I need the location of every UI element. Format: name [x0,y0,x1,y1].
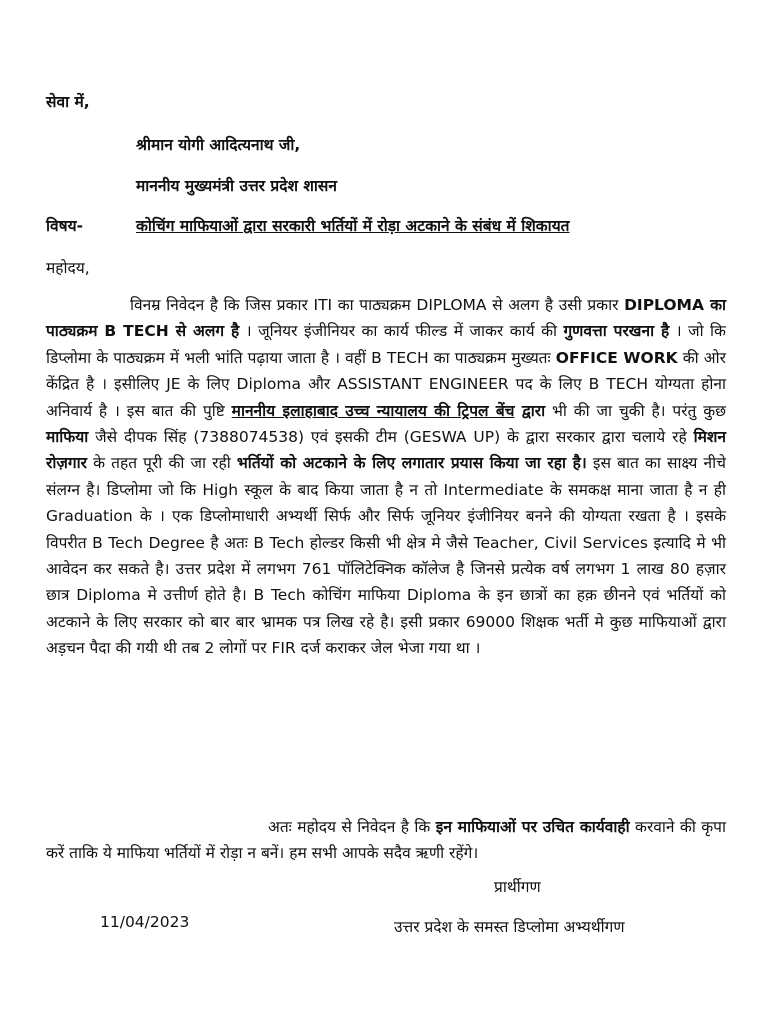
body-text: । जूनियर इंजीनियर का कार्य फील्ड में जाकर कार्य की [239,322,564,341]
signoff: प्रार्थीगण [494,878,541,896]
closing-emphasis: इन माफियाओं पर उचित कार्यवाही [435,818,630,836]
body-text: भी की जा चुकी है। परंतु कुछ [545,401,726,420]
body-text: । जो कि डिप्लोमा के पाठ्यक्रम में भली भांति पढ़ाया जाता है । वहीं B TECH का पाठ्यक्रम मुख्यतः [46,322,726,367]
subject-text: कोचिंग माफियाओं द्वारा सरकारी भर्तियों में रोड़ा अटकाने के संबंध में शिकायत [136,217,570,235]
body-emphasis: DIPLOMA का पाठ्यक्रम B TECH से अलग है [46,296,726,341]
body-emphasis: गुणवत्ता परखना है [563,322,670,341]
closing-paragraph [46,814,726,866]
court-reference: माननीय इलाहाबाद उच्च न्यायालय की ट्रिपल बेंच [231,401,515,420]
body-paragraph [46,292,726,662]
recipient-name: श्रीमान योगी आदित्यनाथ जी, [136,136,301,154]
greeting: महोदय, [46,259,90,277]
recipient-designation: माननीय मुख्यमंत्री उत्तर प्रदेश शासन [136,177,338,195]
body-emphasis: माफिया [46,428,89,447]
body-text: जैसे दीपक सिंह (7388074538) एवं इसकी टीम (GESWA UP) के द्वारा सरकार द्वारा चलाये रहे [88,428,694,447]
body-emphasis: मिशन रोज़गार [46,428,726,473]
subject-label: विषय- [46,217,84,235]
signatory: उत्तर प्रदेश के समस्त डिप्लोमा अभ्यर्थीगण [394,918,625,936]
body-text: इस बात का साक्ष्य नीचे संलग्न है। डिप्लोमा जो कि High स्कूल के बाद किया जाता है न तो Intermediate के समकक्ष माना जाता है न ही Graduation के । एक डिप्लोमाधारी अभ्यर्थी सिर्फ और सिर्फ जूनियर इंजीनियर बनने की योग्यता रखता है । इसके विपरीत B Tech Degree है अतः B Tech होल्डर किसी भी क्षेत्र मे जैसे Teacher, Civil Services इत्यादि मे भी आवेदन कर सकते है। उत्तर प्रदेश में लगभग 761 पॉलिटेक्निक कॉलेज है जिनसे प्रत्येक वर्ष लगभग 1 लाख 80 हज़ार छात्र Diploma मे उत्तीर्ण होते है। B Tech कोचिंग माफिया Diploma के इन छात्रों का हक़ छीनने एवं भर्तियों को अटकाने के लिए सरकार को बार बार भ्रामक पत्र लिख रहे है। इसी प्रकार 69000 शिक्षक भर्ती मे कुछ माफियाओं द्वारा अड़चन पैदा की गयी थी तब 2 लोगों पर FIR दर्ज कराकर जेल भेजा गया था । [46,454,726,658]
body-emphasis: OFFICE WORK [555,348,678,367]
body-text: की ओर केंद्रित है । इसीलिए JE के लिए Diploma और ASSISTANT ENGINEER पद के लिए B TECH योग्यता होना अनिवार्य है । इस बात की पुष्टि [46,348,726,420]
closing-text: करवाने की कृपा करें ताकि ये माफिया भर्तियों में रोड़ा न बनें। हम सभी आपके सदैव ऋणी रहेंगे। [46,818,726,862]
body-emphasis: द्वारा [514,401,546,420]
body-text: के तहत पूरी की जा रही [86,454,237,473]
closing-text: अतः महोदय से निवेदन है कि [268,818,436,836]
body-emphasis: भर्तियों को अटकाने के लिए लगातार प्रयास किया जा रहा है। [236,454,587,473]
date: 11/04/2023 [100,913,190,931]
salutation-to: सेवा में, [46,93,90,111]
body-text: विनम्र निवेदन है कि जिस प्रकार ITI का पाठ्यक्रम DIPLOMA से अलग है उसी प्रकार [130,296,619,314]
